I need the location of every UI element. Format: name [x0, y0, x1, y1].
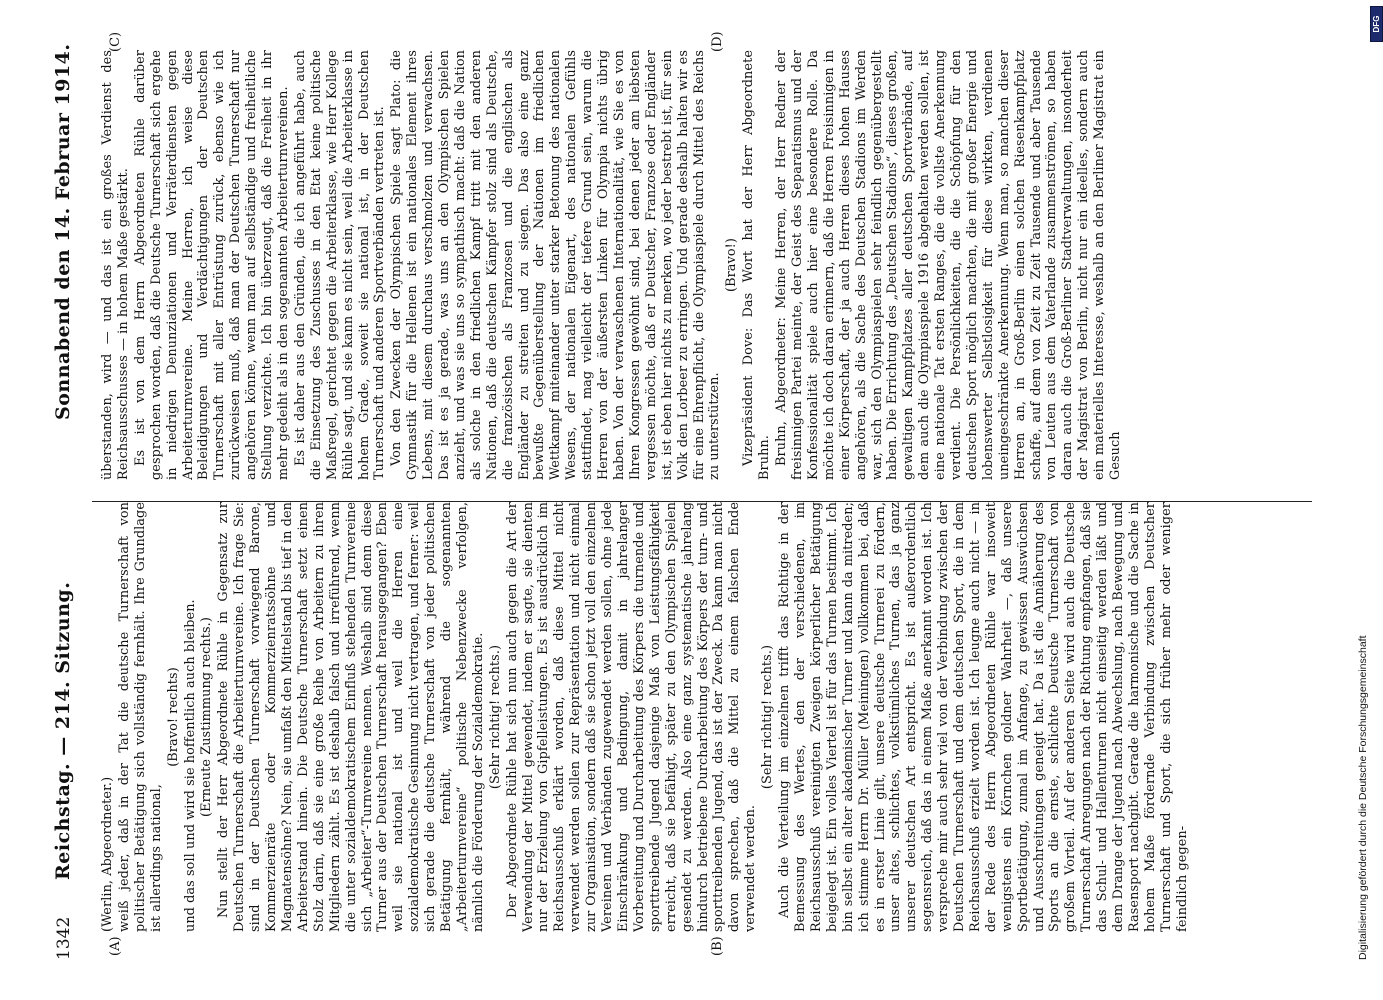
left-column — [100, 502, 1315, 932]
paragraph: Auch die Verteilung im einzelnen trifft das Richtige in der Bemessung des Wertes, den der verschiedenen, im Reichsausschuß vereinigten Zweigen körperlicher Betätigung beigelegt ist. Ein volles Viertel ist für das Turnen bestimmt. Ich bin selbst ein alter akademischer Turner und kann da mitreden; ich stimme Herrn Dr. Müller (Meiningen) vollkommen bei, daß es in erster Linie gilt, unsere deutsche Turnerei zu fördern, unser altes, schlichtes, volkstümliches Turnen, das ja ganz unserer deutschen Art entspricht. Es ist außerordentlich segensreich, daß das in einem Maße anerkannt worden ist. Ich verspreche mir auch sehr viel von der Verbindung zwischen der Deutschen Turnerschaft und dem deutschen Sport, die in dem Reichsausschuß erzielt worden ist. Ich leugne auch nicht — in der Rede des Herrn Abgeordneten Rühle war insoweit wenigstens ein Körnchen goldner Wahrheit —, daß unsere Sportbetätigung, zumal im Anfange, zu gewissen Auswüchsen und Ausschreitungen geneigt hat. Da ist die Annäherung des Sports an die ernste, schlichte Deutsche Turnerschaft von großem Vorteil. Auf der anderen Seite wird auch die Deutsche Turnerschaft Anregungen nach der Richtung empfangen, daß sie das Schul- und Hallenturnen nicht einseitig werden läßt und dem Drange der Jugend nach Abwechslung, nach Bewegung und Rasensport nachgibt. Gerade die harmonische und die Sache in hohem Maße fördernde Verbindung zwischen Deutscher Turnerschaft und Sport, die sich früher mehr oder weniger feindlich gegen- — [777, 502, 1190, 932]
margin-mark-b: (B) — [710, 936, 725, 956]
session-title: Reichstag. — 214. Sitzung. — [52, 581, 74, 880]
paragraph: weiß jeder, daß in der Tat die deutsche Turnerschaft von politischer Betätigung sich vollständig fernhält. Ihre Grundlage ist allerdings national, — [116, 502, 164, 932]
interjection: (Sehr richtig! rechts.) — [760, 644, 776, 790]
digitization-imprint — [1352, 0, 1374, 1000]
interjection: (Sehr richtig! rechts.) — [487, 644, 503, 790]
paragraph: Nun stellt der Herr Abgeordnete Rühle in Gegensatz zur Deutschen Turnerschaft die Arbeiterturnvereine. Ich frage Sie: sind in der Deutschen Turnerschaft vorwiegend Barone, Kommerzienräte oder Kommerzienratssöhne und Magnatensöhne? Nein, sie umfaßt den Mittelstand bis tief in den Arbeiterstand hinein. Die Deutsche Turnerschaft setzt einen Stolz darin, daß sie eine große Reihe von Arbeitern zu ihren Mitgliedern zählt. Es ist deshalb falsch und irreführend, wenn die unter sozialdemokratischem Einfluß stehenden Turnvereine sich „Arbeiter“-Turnvereine nennen. Weshalb sind denn diese Turner aus der Deutschen Turnerschaft herausgegangen? Eben weil sie national ist und weil die Herren eine sozialdemokratische Gesinnung nicht vertragen, und ferner: weil sich gerade die deutsche Turnerschaft von jeder politischen Betätigung fernhält, während die sogenannten „Arbeiterturnvereine“ politische Nebenzwecke verfolgen, nämlich die Förderung der Sozialdemokratie. — [216, 502, 486, 932]
interjection: (Bravo!) — [724, 238, 740, 293]
interjection: (Erneute Zustimmung rechts.) — [199, 617, 215, 817]
imprint-text: Digitalisierung gefördert durch die Deutsche Forschungsgemeinschaft — [1357, 635, 1369, 960]
margin-mark-c: (C) — [108, 31, 123, 52]
paragraph: Von den Zwecken der Olympischen Spiele sagt Plato: die Gymnastik für die Hellenen ist ein nationales Element ihres Lebens, mit diesem durchaus verschmolzen und verwachsen. Das ist es ja gerade, was uns an den Olympischen Spielen anzieht, und was sie uns so sympathisch macht: daß die Nation als solche in den friedlichen Kampf tritt mit den anderen Nationen, daß die deutschen Kämpfer stolz sind als Deutsche, die französischen als Franzosen und die englischen als Engländer zu streiten und zu siegen. Das also eine ganz bewußte Gegenüberstellung der Nationen im friedlichen Wettkampf miteinander unter starker Betonung des nationalen Wesens, der nationalen Eigenart, des nationalen Gefühls stattfindet, mag vielleicht der tiefere Grund sein, warum die Herren von der äußersten Linken für Olympia nichts übrig haben. Von der verwaschenen Internationalität, wie Sie es von Ihren Kongressen gewöhnt sind, bei denen jeder am liebsten vergessen möchte, daß er Deutscher, Franzose oder Engländer ist, ist eben hier nichts zu merken, wo jeder bestrebt ist, für sein Volk den Lorbeer zu erringen. Und gerade deshalb halten wir es für eine Ehrenpflicht, die Olympiaspiele durch Mittel des Reichs zu unterstützen. — [389, 50, 723, 480]
session-date: Sonnabend den 14. Februar 1914. — [52, 43, 74, 420]
dfg-logo-text: DFG — [1372, 15, 1381, 33]
paragraph: Es ist daher aus den Gründen, die ich angeführt habe, auch die Einsetzung des Zuschusses in den Etat keine politische Maßregel, gerichtet gegen die Arbeiterklasse, wie Herr Kollege Rühle sagt, und sie kann es nicht sein, weil die Arbeiterklasse in hohem Grade, soweit sie national ist, in der Deutschen Turnerschaft und anderen Sportverbänden vertreten ist. — [292, 50, 388, 480]
right-column — [100, 50, 1315, 480]
interjection: (Bravo! rechts) — [165, 667, 181, 767]
dfg-logo — [1370, 6, 1383, 42]
margin-mark-a: (A) — [108, 936, 123, 956]
speaker-label: (Werlin, Abgeordneter.) — [100, 776, 115, 932]
page-number: 1342 — [54, 916, 74, 960]
running-header — [50, 40, 80, 960]
paragraph: Es ist von dem Herrn Abgeordneten Rühle darüber gesprochen worden, daß die Deutsche Turnerschaft sich ergehe in niedrigen Denunziationen und Verräterdiensten gegen Arbeiterturnvereine. Meine Herren, ich weise diese Beleidigungen und Verdächtigungen der Deutschen Turnerschaft mit aller Entrüstung zurück, ebenso wie ich zurückweisen muß, daß man der Deutschen Turnerschaft nur angehören könne, wenn man auf selbständige und freiheitliche Stellung verzichte. Ich bin überzeugt, daß die Freiheit in ihr mehr gedeiht als in den sogenannten Arbeiterturnvereinen. — [132, 50, 291, 480]
paragraph: und das soll und wird sie hoffentlich auch bleiben. — [182, 599, 198, 932]
paragraph: Der Abgeordnete Rühle hat sich nun auch gegen die Art der Verwendung der Mittel gewendet, indem er sagte, sie dienten nur der Erzielung von Gipfelleistungen. Es ist ausdrücklich im Reichsausschuß erklärt worden, daß diese Mittel nicht verwendet werden sollen zur Repräsentation und nicht einmal zur Organisation, sondern daß sie schon jetzt voll den einzelnen Vereinen und Verbänden zugewendet werden sollen, ohne jede Einschränkung und Bedingung, damit in jahrelanger Vorbereitung und Durcharbeitung des Körpers die turnende und sporttreibende Jugend dasjenige Maß von Leistungsfähigkeit erreicht, daß sie befähigt, später zu den Olympischen Spielen gesendet zu werden. Also eine ganz systematische jahrelang hindurch betriebene Durcharbeitung des Körpers der turn- und sporttreibenden Jugend, das ist der Zweck. Da kann man nicht davon sprechen, daß die Mittel zu einem falschen Ende verwendet werden. — [504, 502, 759, 932]
margin-mark-d: (D) — [710, 31, 725, 52]
paragraph: Bruhn, Abgeordneter: Meine Herren, der Herr Redner der freisinnigen Partei meinte, der Geist des Separatismus und der Konfessionalität spiele auch hier eine besondere Rolle. Da möchte ich doch daran erinnern, daß die Herren Freisinnigen in einer Körperschaft, der ja auch Herren dieses hohen Hauses angehören, als die Sache des Deutschen Stadions im Werden war, sich den Olympiaspielen sehr feindlich gegenübergestellt haben. Die Errichtung des „Deutschen Stadions“, dieses großen, gewaltigen Kampfplatzes aller deutschen Sportverbände, auf dem auch die Olympiaspiele 1916 abgehalten werden sollen, ist eine nationale Tat ersten Ranges, die die vollste Anerkennung verdient. Die Persönlichkeiten, die die Schöpfung für den deutschen Sport möglich machten, die mit großer Energie und lobenswerter Selbstlosigkeit für diese wirkten, verdienen uneingeschränkte Anerkennung. Wenn man, so manchen dieser Herren an, in Groß-Berlin einen solchen Riesenkampfplatz schaffe, auf dem von Zeit zu Zeit Tausende und aber Tausende von Leuten aus dem Vaterlande zusammenströmen, so haben daran auch die Groß-Berliner Stadtverwaltungen, insonderheit der Magistrat von Berlin, nicht nur ein ideelles, sondern auch ein materielles Interesse, weshalb an den Berliner Magistrat ein Gesuch — [774, 50, 1124, 480]
paragraph: überstanden, wird — und das ist ein großes Verdienst des Reichsausschusses — in hohem Maße gestärkt. — [100, 50, 131, 480]
presiding-remark: Vizepräsident Dove: Das Wort hat der Herr Abgeordnete Bruhn. — [741, 50, 773, 480]
